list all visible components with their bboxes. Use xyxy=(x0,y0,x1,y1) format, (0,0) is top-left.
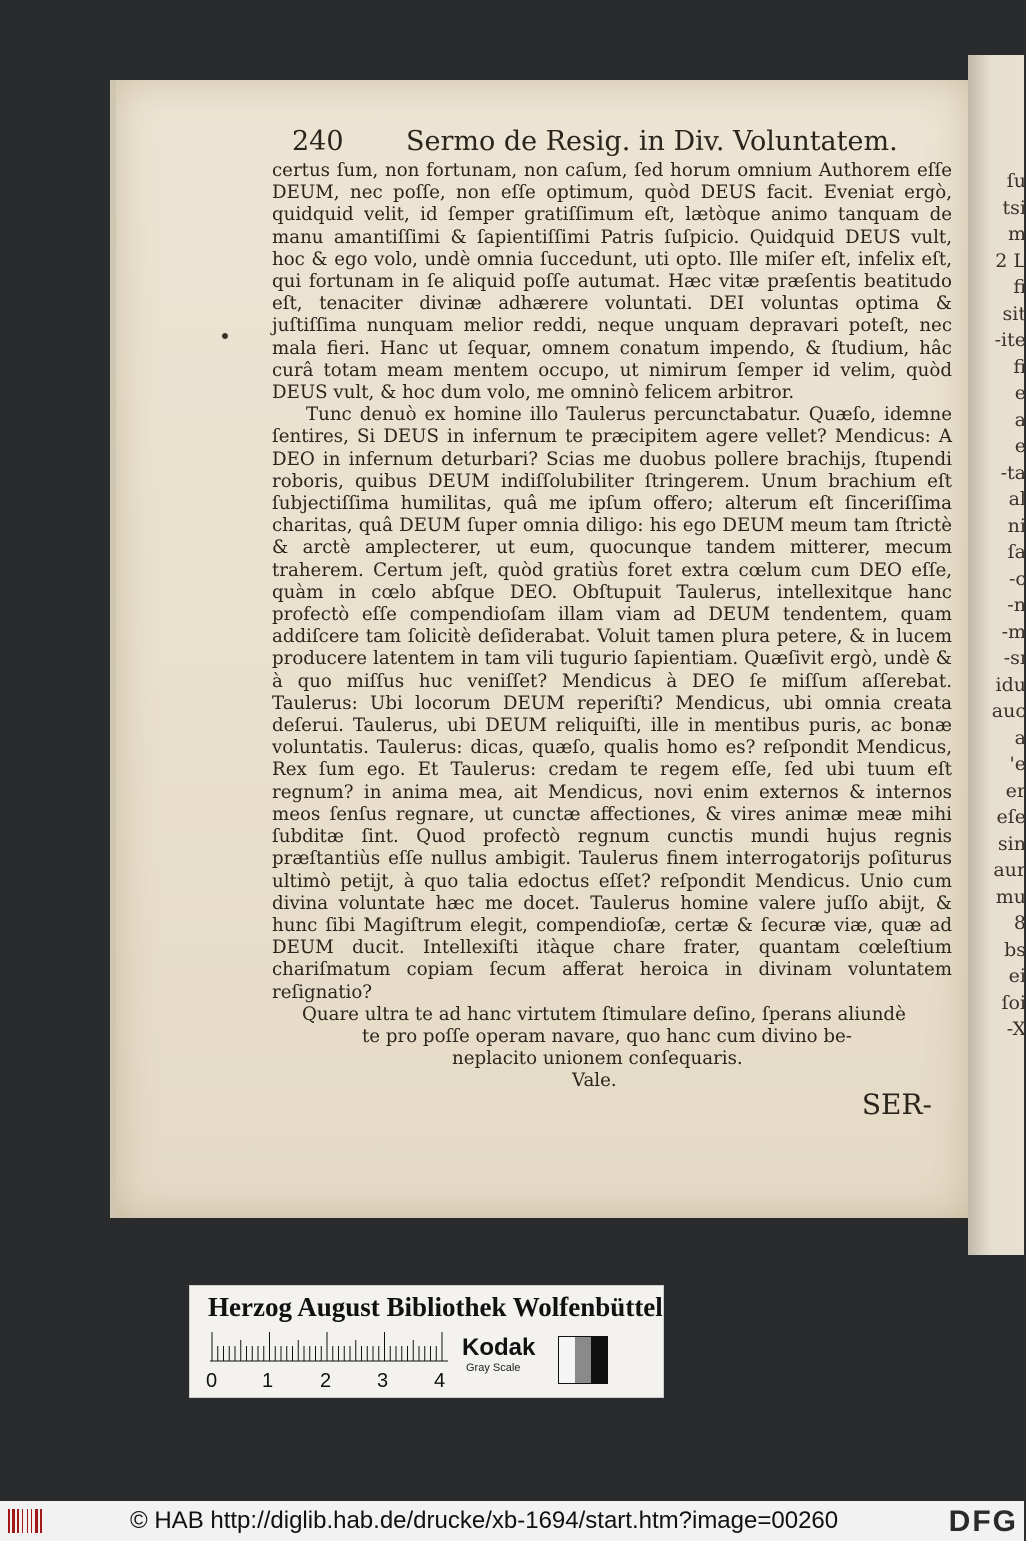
adjacent-page-fragment: ſoi xyxy=(1001,991,1026,1014)
adjacent-page-fragment: m xyxy=(1007,223,1026,245)
footer-bar xyxy=(0,1501,1024,1541)
adjacent-page-fragment: e xyxy=(1014,435,1026,457)
adjacent-page-fragment: -X xyxy=(1006,1018,1026,1040)
adjacent-page-fragment: 8 xyxy=(1013,912,1026,934)
paragraph-1: certus ſum, non fortunam, non caſum, ſed horum omnium Authorem eſſe DEUM, nec poſſe, non eſſe optimum, quòd DEUS facit. Eveniat ergò, quidquid velit, id ſemper gratiſſimum eſt, lætòque animo tanquam de manu amantiſſimi & ſapientiſſimi Patris ſuſpicio. Quidquid DEUS vult, hoc & ego volo, undè omnia ſuccedunt, uti opto. Ille miſer eſt, infelix eſt, qui fortunam in ſe aliquid poſſe autumat. Hæc vitæ præſentis beatitudo eſt, tenaciter divinæ adhærere voluntati. DEI voluntas optima & juſtiſſima nunquam melior reddi, neque unquam depravari poteſt, nec mala fieri. Hanc ut ſequar, omnem conatum impendo, & ſtudium, hâc curâ totam meam mentem occupo, ut nimirum ſemper id velim, quòd DEUS vult, & hoc dum volo, me omninò felicem arbitror. xyxy=(272,160,952,404)
adjacent-page-fragment: -m xyxy=(1001,620,1026,643)
kodak-logo: Kodak xyxy=(462,1334,536,1361)
ruler-digit: 4 xyxy=(434,1370,446,1392)
adjacent-page-fragment: -ite xyxy=(994,329,1026,351)
adjacent-page-fragment: mu xyxy=(995,885,1026,908)
ruler-digit: 3 xyxy=(377,1370,389,1392)
adjacent-page-fragment: a xyxy=(1014,726,1026,749)
adjacent-page-fragment: -n xyxy=(1007,594,1026,616)
adjacent-page-fragment: aur xyxy=(993,859,1026,881)
adjacent-page-fragment: sin xyxy=(997,832,1026,855)
gray-scale-swatch xyxy=(558,1336,608,1384)
adjacent-page-strip xyxy=(968,55,1024,1255)
adjacent-page-fragment: al xyxy=(1008,488,1026,510)
closing-line: Quare ultra te ad hanc virtutem ſtimulare deſino, ſperans aliundè xyxy=(302,1003,906,1025)
paragraph-2: Tunc denuò ex homine illo Taulerus percunctabatur. Quæſo, idemne ſentires, Si DEUS in infernum te præcipitem agere vellet? Mendicus: A DEO in infernum deturbari? Scias me duobus pollere brachijs, ſtupendi roboris, quibus DEUM indiſſolubiliter ſtringerem. Unum brachium eſt ſubjectiſſima humilitas, quâ me ipſum offero; alterum eſt ſinceriſſima charitas, quâ DEUM ſuper omnia diligo: his ego DEUM meum tam ſtrictè & arctè amplecterer, ut eum, quocunque tandem mitterer, mecum traherem. Certum jeſt, quòd gratiùs foret extra cœlum cum DEO eſſe, quàm in cœlo abſque DEO. Obſtupuit Taulerus, intellexitque hanc profectò eſſe compendioſam illam viam ad DEUM tendentem, quam addiſcere tam ſolicitè deſiderabat. Voluit tamen plura petere, & in lucem producere latentem in tam vili tugurio ſapientiam. Quæſivit ergò, undè & à quo miſſus huc veniſſet? Mendicus à DEO ſe miſſum aſſerebat. Taulerus: Ubi locorum DEUM reperiſti? Mendicus, ubi omnia creata deſerui. Taulerus, ubi DEUM reliquiſti, ille in mentibus puris, ac bonæ voluntatis. Taulerus: dicas, quæſo, qualis homo es? reſpondit Mendicus, Rex ſum ego. Et Taulerus: credam te regem eſſe, ſed ubi tuum eſt regnum? in anima mea, ait Mendicus, novi enim externos & internos meos ſenſus regnare, ut cunctæ affectiones, & vires animæ meæ mihi ſubditæ ſint. Quod profectò regnum cunctis mundi hujus regnis præſtantiùs eſſe nullus ambigit. Taulerus finem interrogatorijs poſiturus ultimò petijt, à quo talia edoctus eſſet? reſpondit Mendicus. Unio cum divina voluntate hæc me docet. Taulerus homine valere juſſo abijt, & hunc ſibi Magiſtrum elegit, compendioſæ, certæ & ſecuræ viæ, quæ ad DEUM ducit. Intellexiſti itàque chare frater, quantam cœleſtium chariſmatum copiam ſecum afferat heroica in divinam voluntatem reſignatio? xyxy=(272,404,952,1003)
adjacent-page-fragment: ſa xyxy=(1007,541,1026,563)
adjacent-page-fragment: bs xyxy=(1004,938,1026,961)
adjacent-page-fragment: sit xyxy=(1002,302,1026,325)
adjacent-page-fragment: ei xyxy=(1008,965,1026,987)
catchword: SER- xyxy=(861,1088,932,1121)
adjacent-page-fragment: auc xyxy=(991,700,1026,722)
adjacent-page-fragment: idu xyxy=(995,673,1026,696)
color-reference-card xyxy=(190,1286,663,1397)
ruler-digit: 2 xyxy=(320,1370,332,1392)
adjacent-page-fragment: ſu xyxy=(1006,170,1026,192)
source-url-link[interactable]: © HAB http://diglib.hab.de/drucke/xb-1694/start.htm?image=00260 xyxy=(130,1507,839,1534)
adjacent-page-fragment: -c xyxy=(1008,567,1026,590)
page-number: 240 xyxy=(292,126,344,157)
adjacent-page-fragment: -ta xyxy=(1000,461,1026,484)
adjacent-page-fragment: ni xyxy=(1007,514,1026,537)
adjacent-page-fragment: a xyxy=(1014,408,1026,431)
adjacent-page-fragment: 'e xyxy=(1009,753,1026,775)
closing-line: neplacito unionem conſequaris. xyxy=(452,1048,743,1070)
ruler-digit: 1 xyxy=(262,1370,274,1392)
ruler-icon xyxy=(210,1332,448,1362)
closing-valediction: Vale. xyxy=(572,1070,617,1092)
dfg-logo: DFG xyxy=(948,1505,1018,1538)
body-text xyxy=(272,160,952,1093)
barcode-icon xyxy=(8,1509,48,1533)
gray-scale-label: Gray Scale xyxy=(466,1362,521,1374)
margin-dot xyxy=(222,333,228,339)
closing-lines xyxy=(272,1004,952,1093)
adjacent-page-fragment: er xyxy=(1005,779,1026,802)
closing-line: te pro poſſe operam navare, quo hanc cum divino be- xyxy=(362,1025,852,1047)
adjacent-page-fragment: eſe xyxy=(996,806,1026,828)
adjacent-page-fragment: tsi xyxy=(1002,196,1026,219)
adjacent-page-fragment: fi xyxy=(1013,276,1026,298)
adjacent-page-fragment: fi xyxy=(1013,355,1026,378)
ruler-digit: 0 xyxy=(206,1370,218,1392)
running-title: Sermo de Resig. in Div. Voluntatem. xyxy=(406,126,898,157)
adjacent-page-fragment: e xyxy=(1014,382,1026,404)
adjacent-page-fragment: -sı xyxy=(1003,647,1026,669)
book-page xyxy=(110,80,968,1218)
library-name: Herzog August Bibliothek Wolfenbüttel xyxy=(208,1292,663,1322)
adjacent-page-fragment: 2 L xyxy=(995,249,1026,272)
